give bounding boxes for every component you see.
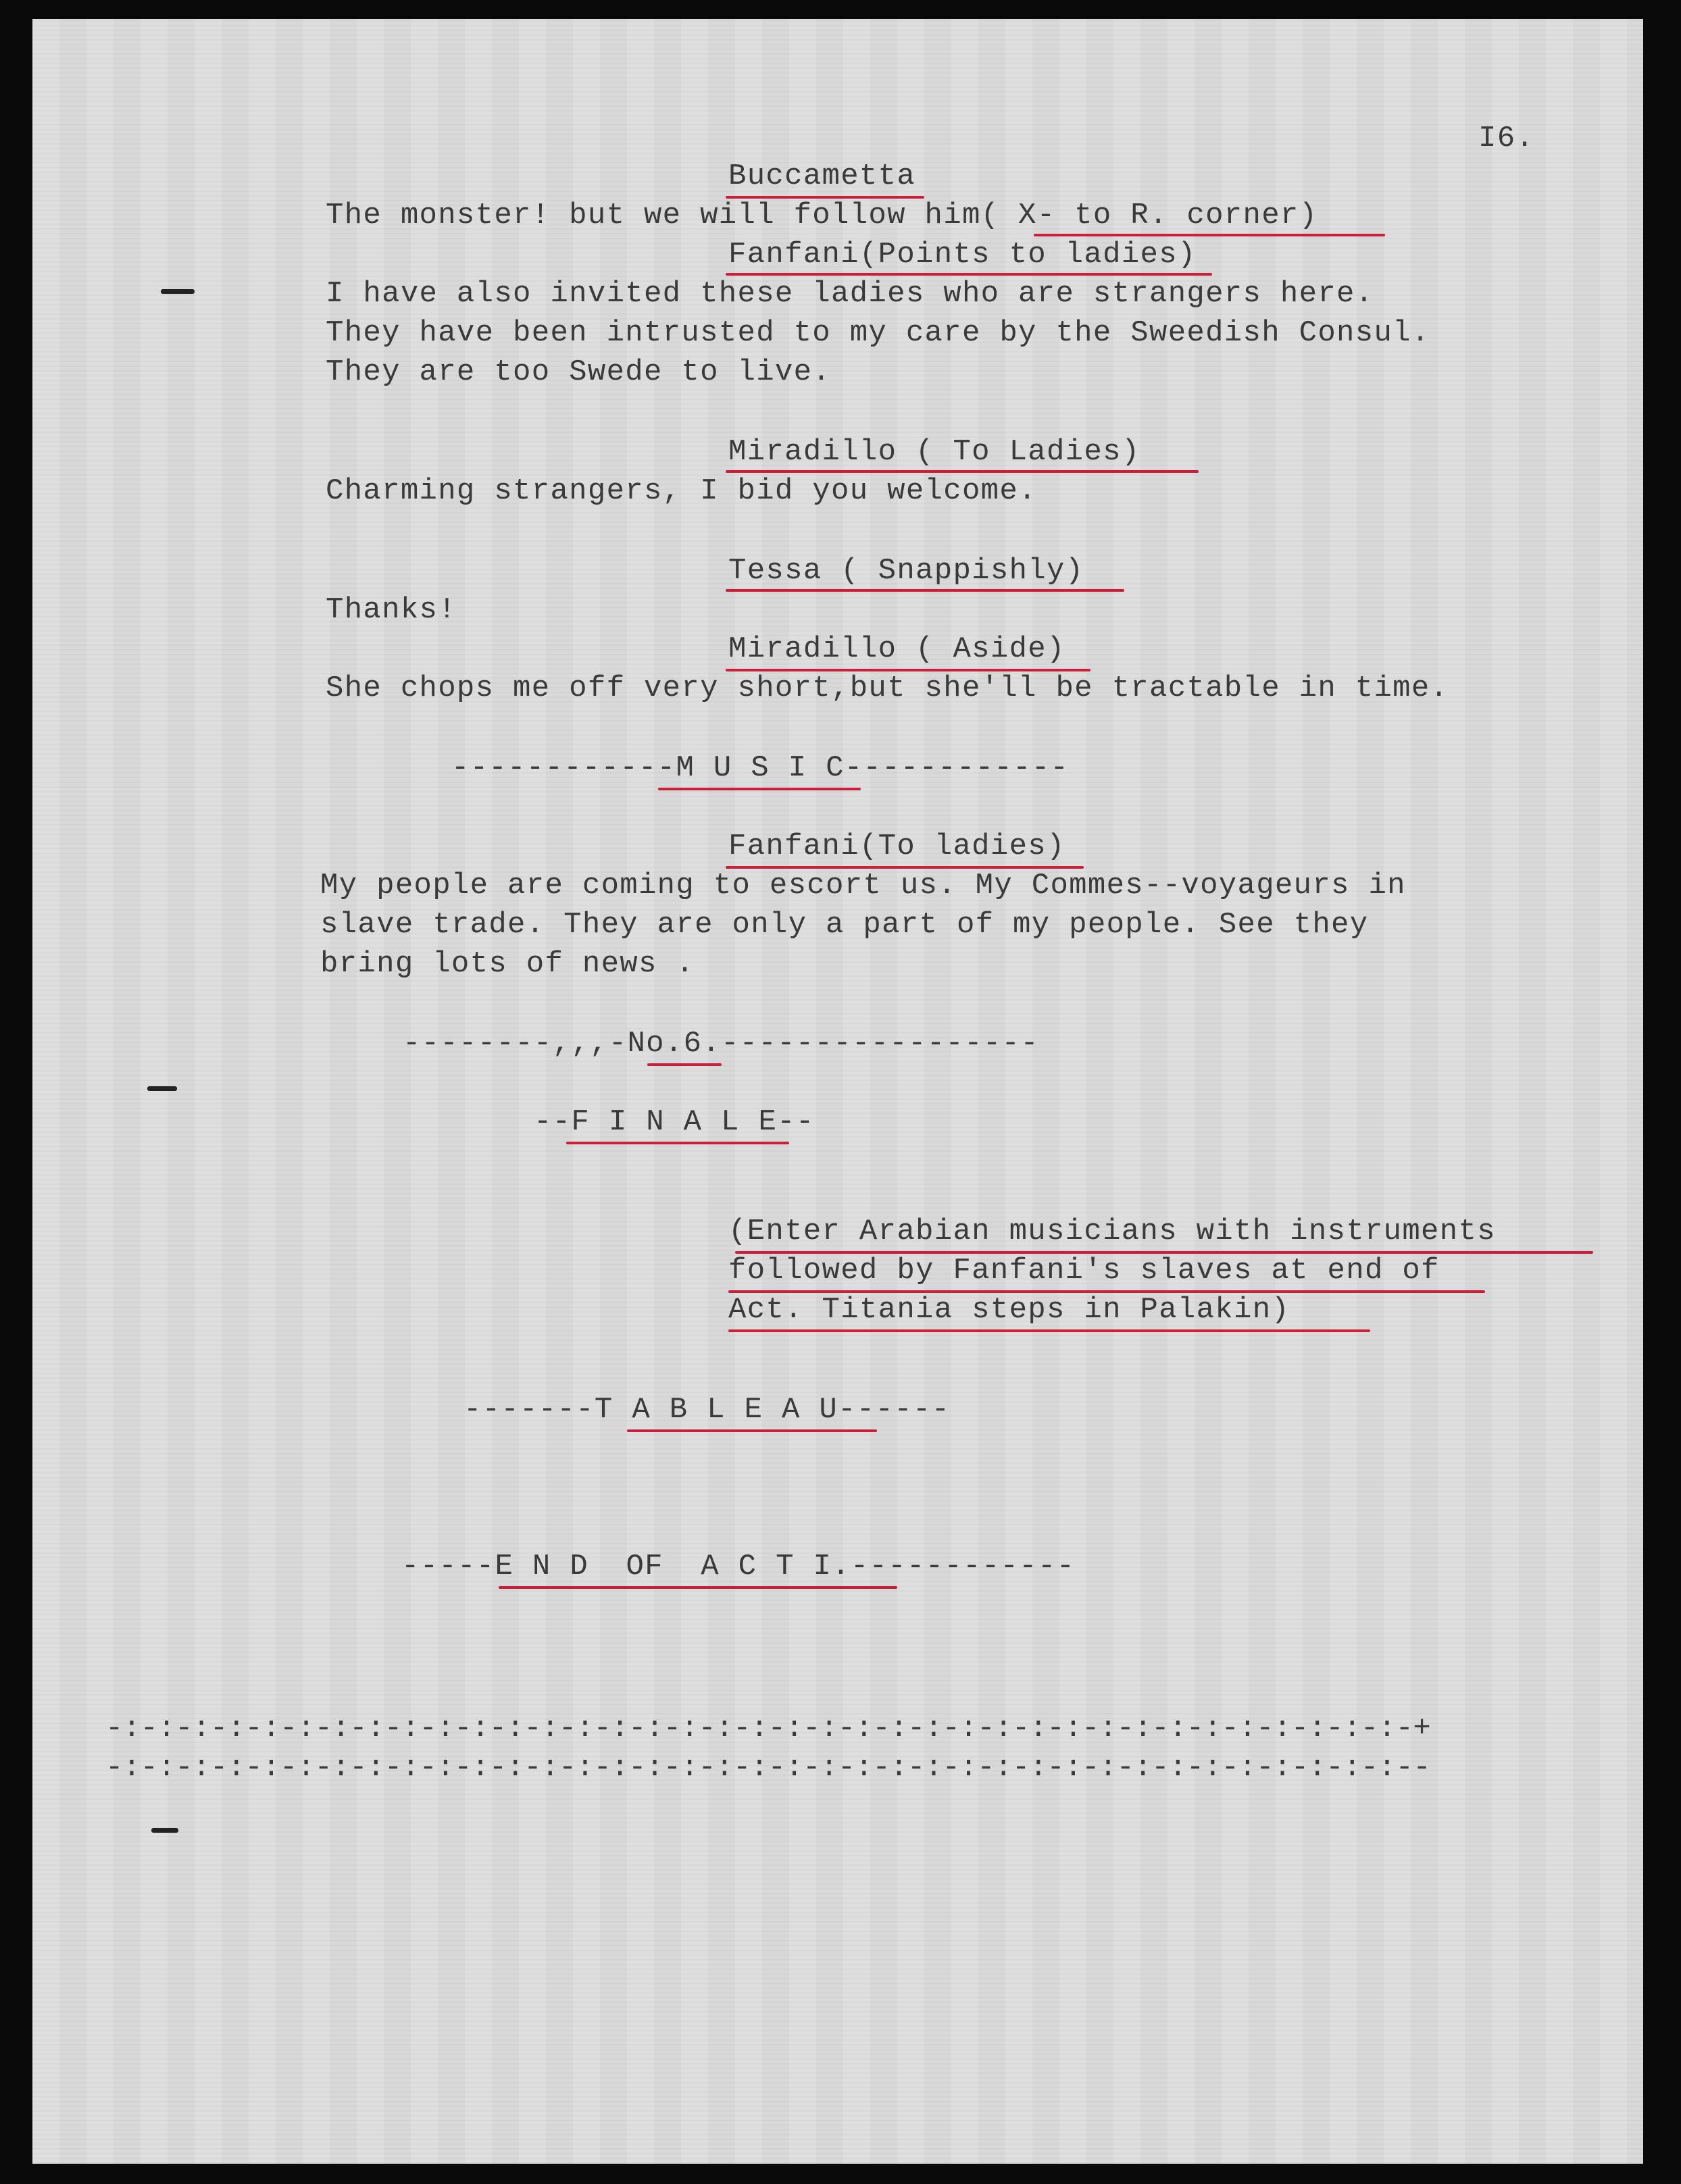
dialogue-line: slave trade. They are only a part of my people. See they: [320, 908, 1369, 942]
divider-line: -:-:-:-:-:-:-:-:-:-:-:-:-:-:-:-:-:-:-:-:-:-:-:-:-:-:-:-:-:-:-:-:-:-:-:-:-:--: [105, 1751, 1431, 1785]
red-underline: [728, 1329, 1370, 1332]
binding-mark: [151, 1828, 178, 1833]
speaker-tessa: Tessa ( Snappishly): [728, 554, 1084, 588]
dialogue-line: bring lots of news .: [320, 947, 695, 981]
finale-cue: --F I N A L E--: [534, 1105, 815, 1139]
document-page: [32, 19, 1643, 2164]
dialogue-line: She chops me off very short,but she'll be tractable in time.: [326, 671, 1449, 705]
red-underline: [735, 1251, 1593, 1254]
binding-mark: [161, 289, 195, 294]
dialogue-line: Charming strangers, I bid you welcome.: [326, 474, 1037, 508]
stage-direction: Act. Titania steps in Palakin): [728, 1293, 1290, 1327]
speaker-miradillo: Miradillo ( To Ladies): [728, 435, 1140, 469]
red-underline: [499, 1586, 897, 1589]
binding-mark: [147, 1086, 177, 1091]
divider-line: -:-:-:-:-:-:-:-:-:-:-:-:-:-:-:-:-:-:-:-:-:-:-:-:-:-:-:-:-:-:-:-:-:-:-:-:-:-+: [105, 1712, 1431, 1746]
stage-direction: followed by Fanfani's slaves at end of: [728, 1254, 1440, 1288]
red-underline: [726, 669, 1090, 671]
dialogue-line: They have been intrusted to my care by the Sweedish Consul.: [326, 316, 1430, 350]
dialogue-line: My people are coming to escort us. My Commes--voyageurs in: [320, 869, 1406, 903]
page-number: I6.: [1478, 122, 1535, 155]
dialogue-line: I have also invited these ladies who are strangers here.: [326, 277, 1374, 311]
number-cue: --------,,,-No.6.-----------------: [403, 1027, 1039, 1061]
speaker-miradillo: Miradillo ( Aside): [728, 632, 1065, 666]
red-underline: [1034, 234, 1385, 236]
stage-direction: (Enter Arabian musicians with instruments: [728, 1215, 1496, 1248]
dialogue-line: The monster! but we will follow him( X- to R. corner): [326, 199, 1318, 232]
end-of-act: -----E N D OF A C T I.------------: [401, 1550, 1076, 1583]
red-underline: [726, 866, 1084, 869]
speaker-fanfani: Fanfani(To ladies): [728, 830, 1065, 863]
red-underline: [627, 1429, 877, 1432]
red-underline: [726, 196, 924, 199]
red-underline: [726, 273, 1212, 276]
tableau-cue: -------T A B L E A U------: [463, 1393, 951, 1427]
red-underline: [566, 1142, 789, 1144]
red-underline: [726, 470, 1199, 473]
speaker-fanfani: Fanfani(Points to ladies): [728, 238, 1197, 272]
speaker-buccametta: Buccametta: [728, 159, 916, 193]
red-underline: [726, 589, 1124, 592]
red-underline: [658, 788, 861, 790]
red-underline: [647, 1063, 722, 1066]
dialogue-line: They are too Swede to live.: [326, 355, 832, 389]
music-cue: ------------M U S I C------------: [451, 751, 1070, 785]
dialogue-line: Thanks!: [326, 593, 457, 627]
red-underline: [728, 1290, 1485, 1293]
